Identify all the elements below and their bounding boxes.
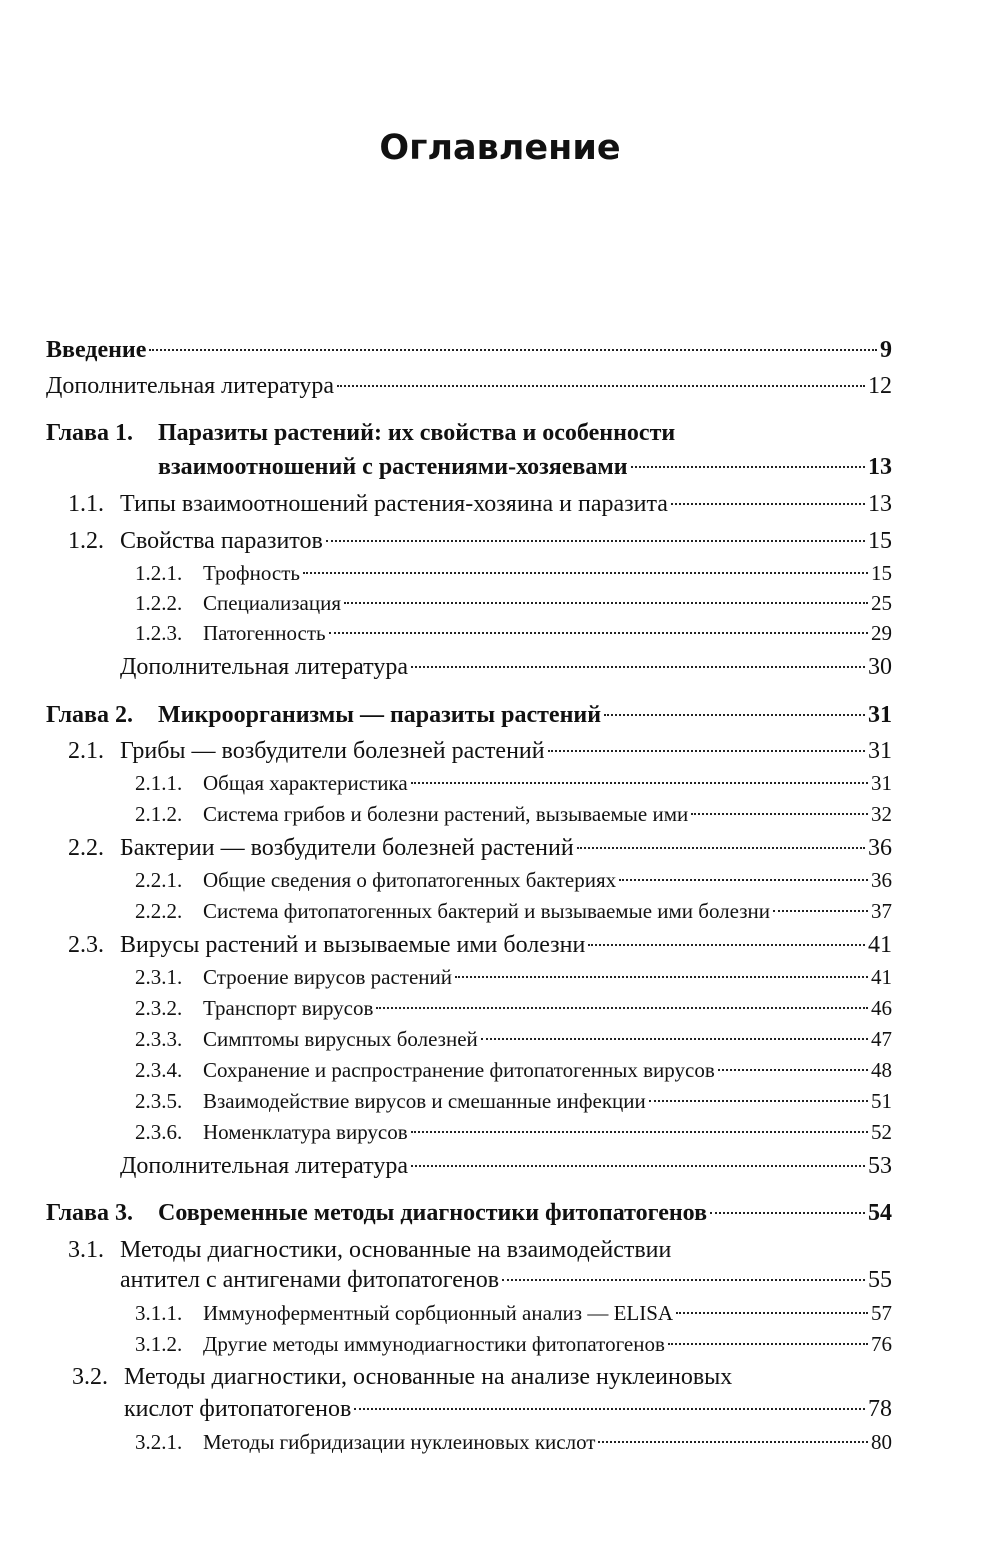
page-number: 53 xyxy=(868,1153,892,1179)
dot-leader xyxy=(455,976,868,978)
dot-leader xyxy=(411,666,865,668)
toc-section-3-1-line2 xyxy=(120,1267,892,1294)
toc-chapter-1-line1 xyxy=(46,420,675,447)
dot-leader xyxy=(598,1441,868,1443)
page-title: Оглавление xyxy=(379,128,621,168)
dot-leader xyxy=(548,750,865,752)
dot-leader xyxy=(718,1069,868,1071)
entry-title: Система грибов и болезни растений, вызываемые ими xyxy=(203,802,689,826)
page-number: 36 xyxy=(868,835,892,861)
toc-subsection-3-1-1 xyxy=(135,1301,892,1326)
subsection-number: 3.1.2. xyxy=(135,1332,183,1356)
toc-chapter-3 xyxy=(46,1200,892,1227)
toc-entry-intro xyxy=(46,337,892,364)
page-number: 51 xyxy=(871,1089,892,1113)
entry-title: Дополнительная литература xyxy=(120,654,408,680)
toc-subsection-2-3-3 xyxy=(135,1027,892,1052)
dot-leader xyxy=(676,1312,868,1314)
section-number: 1.2. xyxy=(68,528,104,554)
page-number: 36 xyxy=(871,868,892,892)
section-number: 2.3. xyxy=(68,932,104,958)
section-number: 2.2. xyxy=(68,835,104,861)
entry-title: Методы гибридизации нуклеиновых кислот xyxy=(203,1430,596,1454)
toc-subsection-1-2-1 xyxy=(135,561,892,586)
dot-leader xyxy=(354,1408,865,1410)
entry-title: Транспорт вирусов xyxy=(203,996,374,1020)
entry-title: Номенклатура вирусов xyxy=(203,1120,408,1144)
dot-leader xyxy=(588,944,865,946)
toc-section-3-1-line1 xyxy=(68,1237,671,1264)
subsection-number: 3.1.1. xyxy=(135,1301,183,1325)
dot-leader xyxy=(619,879,868,881)
entry-title: Дополнительная литература xyxy=(46,373,334,399)
page-number: 52 xyxy=(871,1120,892,1144)
page-number: 57 xyxy=(871,1301,892,1325)
toc-subsection-2-3-1 xyxy=(135,965,892,990)
dot-leader xyxy=(631,466,865,468)
page-number: 78 xyxy=(868,1396,892,1422)
subsection-number: 2.3.2. xyxy=(135,996,183,1020)
toc-section-2-3 xyxy=(68,932,892,959)
entry-title: Дополнительная литература xyxy=(120,1153,408,1179)
toc-subsection-1-2-3 xyxy=(135,621,892,646)
toc-entry-intro-literature xyxy=(46,373,892,400)
toc-section-3-2-line2 xyxy=(124,1396,892,1423)
entry-title: Строение вирусов растений xyxy=(203,965,453,989)
page-number: 46 xyxy=(871,996,892,1020)
dot-leader xyxy=(337,385,865,387)
entry-title: Патогенность xyxy=(203,621,326,645)
entry-title: Введение xyxy=(46,337,147,363)
page-number: 80 xyxy=(871,1430,892,1454)
page-number: 9 xyxy=(880,337,892,363)
entry-title: Взаимодействие вирусов и смешанные инфекции xyxy=(203,1089,646,1113)
subsection-number: 2.2.1. xyxy=(135,868,183,892)
entry-title: Общие сведения о фитопатогенных бактериях xyxy=(203,868,617,892)
toc-subsection-3-2-1 xyxy=(135,1430,892,1455)
subsection-number: 1.2.2. xyxy=(135,591,183,615)
subsection-number: 1.2.1. xyxy=(135,561,183,585)
toc-chapter-2-literature xyxy=(120,1153,892,1180)
page-number: 31 xyxy=(868,738,892,764)
page-number: 31 xyxy=(868,702,892,728)
toc-subsection-2-2-1 xyxy=(135,868,892,893)
toc-subsection-2-3-4 xyxy=(135,1058,892,1083)
section-number: 3.1. xyxy=(68,1237,104,1263)
toc-chapter-1-literature xyxy=(120,654,892,681)
dot-leader xyxy=(502,1279,865,1281)
toc-subsection-2-3-2 xyxy=(135,996,892,1021)
dot-leader xyxy=(344,602,868,604)
subsection-number: 3.2.1. xyxy=(135,1430,183,1454)
dot-leader xyxy=(326,540,865,542)
chapter-title-line1: Паразиты растений: их свойства и особенности xyxy=(158,420,676,446)
page-number: 30 xyxy=(868,654,892,680)
dot-leader xyxy=(149,349,877,351)
subsection-number: 2.3.5. xyxy=(135,1089,183,1113)
entry-title: Общая характеристика xyxy=(203,771,408,795)
section-number: 2.1. xyxy=(68,738,104,764)
dot-leader xyxy=(773,910,868,912)
dot-leader xyxy=(411,1131,868,1133)
entry-title: Вирусы растений и вызываемые ими болезни xyxy=(120,932,586,958)
entry-title: Сохранение и распространение фитопатогенных вирусов xyxy=(203,1058,715,1082)
page-number: 13 xyxy=(868,454,892,480)
page-number: 29 xyxy=(871,621,892,645)
entry-title: Специализация xyxy=(203,591,342,615)
toc-section-1-1 xyxy=(68,491,892,518)
page-number: 12 xyxy=(868,373,892,399)
subsection-number: 2.3.3. xyxy=(135,1027,183,1051)
entry-title-line2: антител с антигенами фитопатогенов xyxy=(120,1267,500,1293)
page-number: 54 xyxy=(868,1200,892,1226)
page-number: 37 xyxy=(871,899,892,923)
dot-leader xyxy=(671,503,865,505)
subsection-number: 2.3.1. xyxy=(135,965,183,989)
dot-leader xyxy=(710,1212,865,1214)
page-number: 41 xyxy=(871,965,892,989)
page-number: 32 xyxy=(871,802,892,826)
page-number: 25 xyxy=(871,591,892,615)
toc-subsection-2-3-6 xyxy=(135,1120,892,1145)
toc-section-1-2 xyxy=(68,528,892,555)
toc-subsection-2-2-2 xyxy=(135,899,892,924)
entry-title: Типы взаимоотношений растения-хозяина и паразита xyxy=(120,491,668,517)
entry-title: Другие методы иммунодиагностики фитопатогенов xyxy=(203,1332,665,1356)
page-number: 15 xyxy=(871,561,892,585)
chapter-title: Современные методы диагностики фитопатогенов xyxy=(158,1200,708,1226)
subsection-number: 1.2.3. xyxy=(135,621,183,645)
chapter-title: Микроорганизмы — паразиты растений xyxy=(158,702,602,728)
entry-title: Грибы — возбудители болезней растений xyxy=(120,738,545,764)
entry-title-line1: Методы диагностики, основанные на взаимодействии xyxy=(120,1237,672,1263)
page-number: 31 xyxy=(871,771,892,795)
toc-subsection-3-1-2 xyxy=(135,1332,892,1357)
page-number: 41 xyxy=(868,932,892,958)
toc-chapter-2 xyxy=(46,702,892,729)
entry-title: Свойства паразитов xyxy=(120,528,323,554)
subsection-number: 2.3.6. xyxy=(135,1120,183,1144)
dot-leader xyxy=(376,1007,868,1009)
dot-leader xyxy=(481,1038,868,1040)
dot-leader xyxy=(303,572,868,574)
entry-title: Трофность xyxy=(203,561,300,585)
dot-leader xyxy=(668,1343,868,1345)
toc-subsection-2-3-5 xyxy=(135,1089,892,1114)
dot-leader xyxy=(691,813,868,815)
toc-section-3-2-line1 xyxy=(72,1364,732,1391)
dot-leader xyxy=(411,782,868,784)
dot-leader xyxy=(604,714,865,716)
toc-subsection-2-1-2 xyxy=(135,802,892,827)
subsection-number: 2.1.1. xyxy=(135,771,183,795)
entry-title: Иммуноферментный сорбционный анализ — ELISA xyxy=(203,1301,674,1325)
dot-leader xyxy=(411,1165,865,1167)
entry-title: Бактерии — возбудители болезней растений xyxy=(120,835,574,861)
toc-chapter-1-line2 xyxy=(158,454,892,481)
chapter-number: Глава 1. xyxy=(46,420,133,446)
toc-subsection-1-2-2 xyxy=(135,591,892,616)
page-number: 55 xyxy=(868,1267,892,1293)
section-number: 1.1. xyxy=(68,491,104,517)
entry-title: Симптомы вирусных болезней xyxy=(203,1027,478,1051)
chapter-number: Глава 2. xyxy=(46,702,133,728)
page-number: 47 xyxy=(871,1027,892,1051)
entry-title-line2: кислот фитопатогенов xyxy=(124,1396,352,1422)
chapter-number: Глава 3. xyxy=(46,1200,133,1226)
entry-title: Система фитопатогенных бактерий и вызываемые ими болезни xyxy=(203,899,771,923)
dot-leader xyxy=(577,847,865,849)
toc-section-2-1 xyxy=(68,738,892,765)
toc-subsection-2-1-1 xyxy=(135,771,892,796)
page-number: 48 xyxy=(871,1058,892,1082)
page-number: 76 xyxy=(871,1332,892,1356)
dot-leader xyxy=(649,1100,868,1102)
subsection-number: 2.1.2. xyxy=(135,802,183,826)
chapter-title-line2: взаимоотношений с растениями-хозяевами xyxy=(158,454,628,480)
entry-title-line1: Методы диагностики, основанные на анализе нуклеиновых xyxy=(124,1364,733,1390)
subsection-number: 2.2.2. xyxy=(135,899,183,923)
dot-leader xyxy=(329,632,868,634)
subsection-number: 2.3.4. xyxy=(135,1058,183,1082)
page-number: 13 xyxy=(868,491,892,517)
section-number: 3.2. xyxy=(72,1364,108,1390)
toc-section-2-2 xyxy=(68,835,892,862)
page-number: 15 xyxy=(868,528,892,554)
